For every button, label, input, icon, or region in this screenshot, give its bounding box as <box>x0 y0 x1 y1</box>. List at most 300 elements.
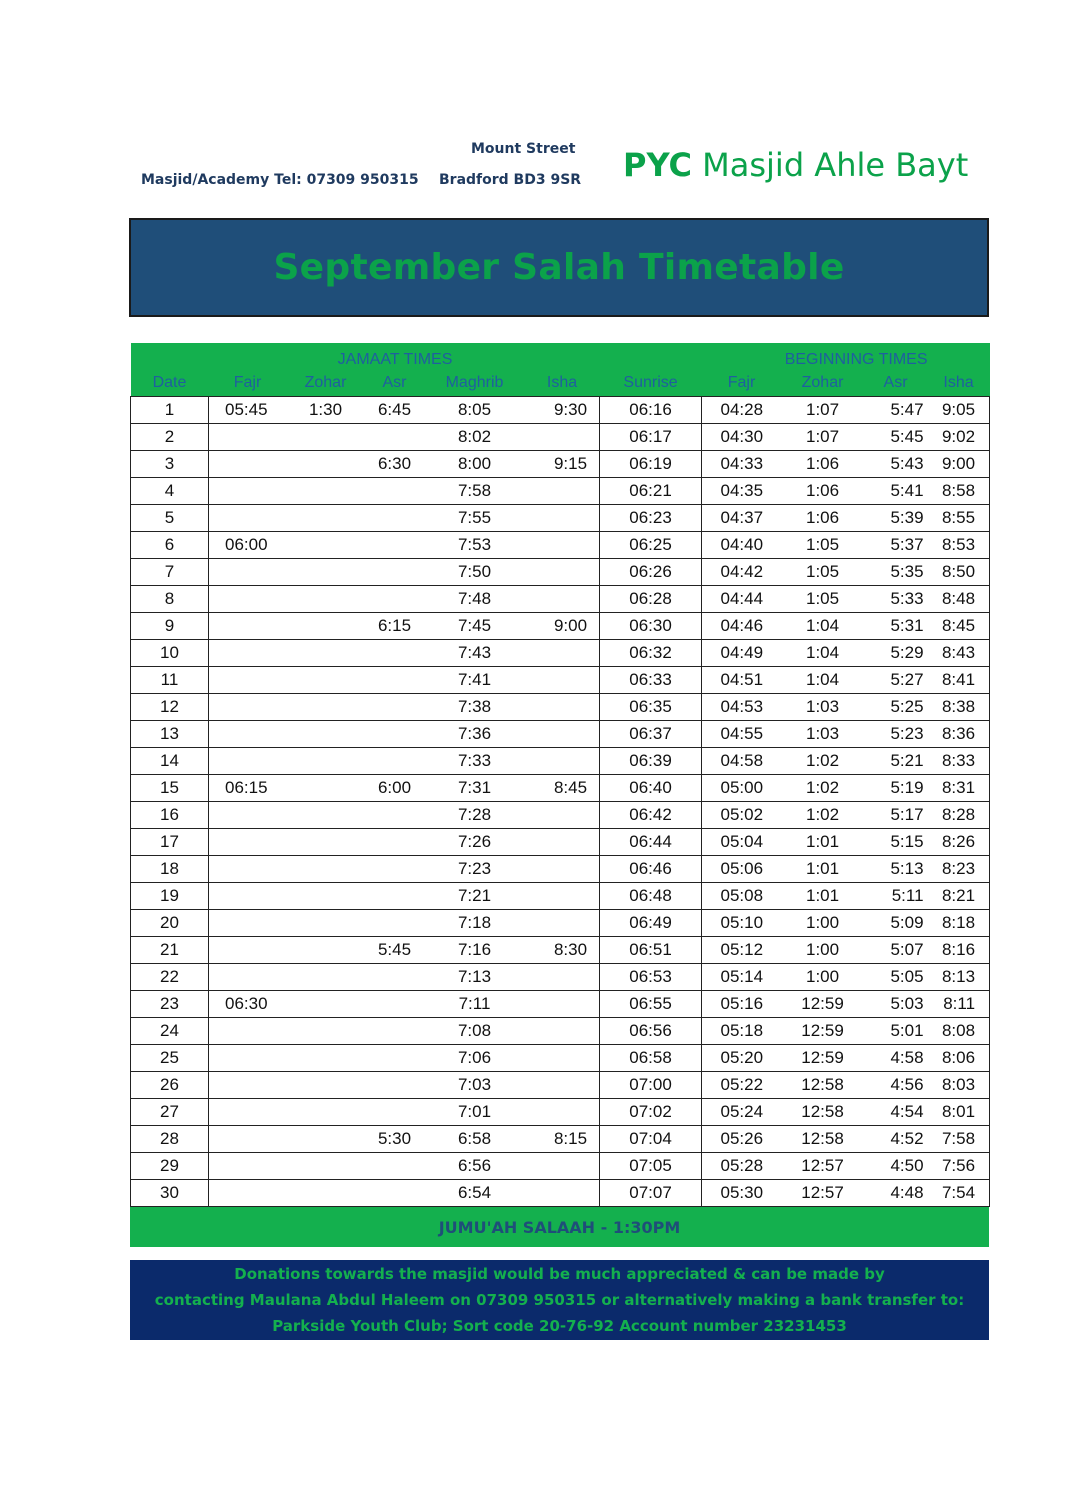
cell-sunrise: 06:53 <box>600 964 702 991</box>
cell-jamaat-isha <box>525 667 600 694</box>
cell-jamaat-isha <box>525 505 600 532</box>
cell-begin-asr: 5:37 <box>864 532 928 559</box>
cell-jamaat-asr <box>365 829 425 856</box>
cell-begin-fajr: 04:42 <box>702 559 782 586</box>
cell-date: 3 <box>131 451 209 478</box>
cell-begin-fajr: 05:18 <box>702 1018 782 1045</box>
cell-jamaat-fajr <box>209 1153 287 1180</box>
cell-date: 13 <box>131 721 209 748</box>
table-row <box>131 775 990 802</box>
cell-sunrise: 06:51 <box>600 937 702 964</box>
cell-jamaat-maghrib: 7:18 <box>425 910 525 937</box>
cell-jamaat-zohar <box>287 559 365 586</box>
cell-jamaat-isha <box>525 829 600 856</box>
cell-begin-asr: 5:03 <box>864 991 928 1018</box>
table-row <box>131 856 990 883</box>
donation-line-1: Donations towards the masjid would be much appreciated & can be made by <box>234 1265 885 1283</box>
cell-jamaat-zohar <box>287 586 365 613</box>
cell-jamaat-asr <box>365 1072 425 1099</box>
cell-jamaat-maghrib: 7:01 <box>425 1099 525 1126</box>
cell-jamaat-maghrib: 8:05 <box>425 397 525 424</box>
cell-begin-zohar: 1:05 <box>782 559 864 586</box>
salah-timetable <box>130 343 990 1207</box>
table-row <box>131 424 990 451</box>
cell-begin-asr: 5:05 <box>864 964 928 991</box>
cell-begin-fajr: 05:10 <box>702 910 782 937</box>
cell-begin-isha: 8:38 <box>928 694 990 721</box>
cell-begin-isha: 8:23 <box>928 856 990 883</box>
cell-jamaat-maghrib: 7:03 <box>425 1072 525 1099</box>
cell-jamaat-zohar <box>287 829 365 856</box>
cell-jamaat-fajr <box>209 1072 287 1099</box>
cell-begin-fajr: 04:49 <box>702 640 782 667</box>
cell-begin-isha: 8:41 <box>928 667 990 694</box>
column-header-jamaat-zohar: Zohar <box>287 369 365 397</box>
cell-begin-isha: 8:18 <box>928 910 990 937</box>
cell-jamaat-asr <box>365 694 425 721</box>
cell-jamaat-isha <box>525 802 600 829</box>
cell-begin-fajr: 05:02 <box>702 802 782 829</box>
cell-date: 24 <box>131 1018 209 1045</box>
cell-begin-fajr: 04:46 <box>702 613 782 640</box>
cell-jamaat-asr <box>365 1045 425 1072</box>
column-header-jamaat-isha: Isha <box>525 369 600 397</box>
cell-begin-isha: 7:56 <box>928 1153 990 1180</box>
cell-jamaat-zohar: 1:30 <box>287 397 365 424</box>
cell-jamaat-zohar <box>287 1180 365 1207</box>
cell-begin-zohar: 1:01 <box>782 829 864 856</box>
cell-begin-fajr: 04:30 <box>702 424 782 451</box>
jumuah-bar <box>130 1207 989 1247</box>
cell-jamaat-zohar <box>287 424 365 451</box>
masjid-name-abbrev: PYC <box>623 146 692 184</box>
cell-sunrise: 06:39 <box>600 748 702 775</box>
column-header-begin-zohar: Zohar <box>782 369 864 397</box>
cell-jamaat-maghrib: 7:11 <box>425 991 525 1018</box>
cell-jamaat-isha <box>525 883 600 910</box>
cell-begin-asr: 5:27 <box>864 667 928 694</box>
cell-jamaat-isha <box>525 748 600 775</box>
masjid-name-rest: Masjid Ahle Bayt <box>691 146 969 184</box>
cell-date: 16 <box>131 802 209 829</box>
cell-jamaat-asr <box>365 1018 425 1045</box>
cell-begin-zohar: 1:07 <box>782 397 864 424</box>
cell-jamaat-maghrib: 6:54 <box>425 1180 525 1207</box>
cell-jamaat-fajr <box>209 505 287 532</box>
cell-jamaat-zohar <box>287 775 365 802</box>
cell-jamaat-asr <box>365 586 425 613</box>
cell-jamaat-zohar <box>287 883 365 910</box>
cell-begin-isha: 8:53 <box>928 532 990 559</box>
cell-jamaat-maghrib: 7:58 <box>425 478 525 505</box>
cell-begin-zohar: 12:57 <box>782 1180 864 1207</box>
cell-begin-fajr: 04:44 <box>702 586 782 613</box>
table-row <box>131 559 990 586</box>
cell-jamaat-maghrib: 7:36 <box>425 721 525 748</box>
cell-jamaat-isha <box>525 856 600 883</box>
cell-date: 14 <box>131 748 209 775</box>
cell-sunrise: 07:07 <box>600 1180 702 1207</box>
cell-begin-fajr: 04:55 <box>702 721 782 748</box>
cell-jamaat-maghrib: 7:16 <box>425 937 525 964</box>
donation-notice <box>130 1260 989 1340</box>
timetable-body <box>131 397 990 1207</box>
cell-jamaat-zohar <box>287 640 365 667</box>
cell-sunrise: 06:56 <box>600 1018 702 1045</box>
cell-sunrise: 07:04 <box>600 1126 702 1153</box>
cell-jamaat-asr <box>365 856 425 883</box>
cell-begin-asr: 5:43 <box>864 451 928 478</box>
cell-sunrise: 06:19 <box>600 451 702 478</box>
cell-begin-zohar: 1:04 <box>782 613 864 640</box>
cell-jamaat-asr <box>365 640 425 667</box>
cell-jamaat-fajr <box>209 802 287 829</box>
cell-begin-fajr: 05:14 <box>702 964 782 991</box>
cell-jamaat-maghrib: 8:00 <box>425 451 525 478</box>
cell-begin-fajr: 05:12 <box>702 937 782 964</box>
cell-begin-zohar: 1:00 <box>782 964 864 991</box>
cell-begin-asr: 5:23 <box>864 721 928 748</box>
cell-begin-asr: 5:15 <box>864 829 928 856</box>
cell-begin-isha: 8:08 <box>928 1018 990 1045</box>
cell-jamaat-asr <box>365 1153 425 1180</box>
masjid-name <box>623 146 968 184</box>
table-row <box>131 748 990 775</box>
cell-jamaat-zohar <box>287 1045 365 1072</box>
cell-begin-asr: 4:52 <box>864 1126 928 1153</box>
cell-begin-zohar: 1:06 <box>782 451 864 478</box>
cell-begin-isha: 7:58 <box>928 1126 990 1153</box>
cell-date: 4 <box>131 478 209 505</box>
cell-jamaat-asr: 6:15 <box>365 613 425 640</box>
cell-sunrise: 06:17 <box>600 424 702 451</box>
table-row <box>131 1099 990 1126</box>
cell-jamaat-isha <box>525 1153 600 1180</box>
cell-sunrise: 06:55 <box>600 991 702 1018</box>
cell-jamaat-zohar <box>287 613 365 640</box>
cell-jamaat-zohar <box>287 991 365 1018</box>
cell-jamaat-fajr <box>209 856 287 883</box>
cell-sunrise: 07:05 <box>600 1153 702 1180</box>
cell-jamaat-isha: 8:30 <box>525 937 600 964</box>
cell-jamaat-maghrib: 7:41 <box>425 667 525 694</box>
cell-date: 20 <box>131 910 209 937</box>
column-header-begin-asr: Asr <box>864 369 928 397</box>
cell-sunrise: 06:44 <box>600 829 702 856</box>
cell-begin-asr: 5:11 <box>864 883 928 910</box>
cell-jamaat-isha: 8:45 <box>525 775 600 802</box>
cell-jamaat-fajr <box>209 937 287 964</box>
cell-begin-asr: 5:33 <box>864 586 928 613</box>
cell-date: 15 <box>131 775 209 802</box>
cell-sunrise: 07:00 <box>600 1072 702 1099</box>
cell-jamaat-asr: 5:30 <box>365 1126 425 1153</box>
table-row <box>131 1126 990 1153</box>
cell-jamaat-maghrib: 7:55 <box>425 505 525 532</box>
table-row <box>131 667 990 694</box>
table-row <box>131 451 990 478</box>
cell-begin-fajr: 05:04 <box>702 829 782 856</box>
cell-begin-fajr: 05:22 <box>702 1072 782 1099</box>
cell-sunrise: 06:35 <box>600 694 702 721</box>
cell-begin-asr: 4:50 <box>864 1153 928 1180</box>
column-header-row <box>131 369 990 397</box>
cell-jamaat-isha: 9:00 <box>525 613 600 640</box>
column-header-date: Date <box>131 369 209 397</box>
cell-date: 27 <box>131 1099 209 1126</box>
cell-begin-zohar: 1:06 <box>782 505 864 532</box>
cell-jamaat-maghrib: 7:38 <box>425 694 525 721</box>
cell-begin-asr: 5:41 <box>864 478 928 505</box>
cell-jamaat-asr <box>365 964 425 991</box>
cell-begin-zohar: 1:03 <box>782 721 864 748</box>
cell-begin-asr: 5:25 <box>864 694 928 721</box>
cell-date: 30 <box>131 1180 209 1207</box>
cell-begin-zohar: 1:04 <box>782 640 864 667</box>
cell-begin-isha: 8:03 <box>928 1072 990 1099</box>
donation-line-3: Parkside Youth Club; Sort code 20-76-92 Account number 23231453 <box>272 1317 847 1335</box>
cell-date: 17 <box>131 829 209 856</box>
cell-begin-asr: 4:54 <box>864 1099 928 1126</box>
table-row <box>131 937 990 964</box>
cell-date: 26 <box>131 1072 209 1099</box>
cell-begin-asr: 5:19 <box>864 775 928 802</box>
cell-jamaat-isha <box>525 559 600 586</box>
table-row <box>131 721 990 748</box>
cell-jamaat-isha <box>525 478 600 505</box>
column-header-jamaat-maghrib: Maghrib <box>425 369 525 397</box>
cell-jamaat-asr <box>365 910 425 937</box>
cell-begin-fajr: 04:28 <box>702 397 782 424</box>
cell-jamaat-isha <box>525 640 600 667</box>
cell-sunrise: 06:46 <box>600 856 702 883</box>
cell-sunrise: 06:48 <box>600 883 702 910</box>
cell-jamaat-fajr <box>209 613 287 640</box>
cell-jamaat-maghrib: 7:08 <box>425 1018 525 1045</box>
cell-begin-zohar: 12:57 <box>782 1153 864 1180</box>
cell-jamaat-asr <box>365 802 425 829</box>
cell-jamaat-zohar <box>287 802 365 829</box>
cell-begin-fajr: 04:35 <box>702 478 782 505</box>
cell-begin-zohar: 1:00 <box>782 910 864 937</box>
cell-jamaat-asr <box>365 478 425 505</box>
cell-jamaat-fajr: 06:15 <box>209 775 287 802</box>
cell-sunrise: 06:25 <box>600 532 702 559</box>
cell-begin-zohar: 1:02 <box>782 775 864 802</box>
cell-begin-asr: 5:13 <box>864 856 928 883</box>
column-header-sunrise: Sunrise <box>600 369 702 397</box>
group-header-row <box>131 343 990 369</box>
cell-jamaat-fajr: 06:00 <box>209 532 287 559</box>
title-banner <box>129 218 989 317</box>
cell-date: 10 <box>131 640 209 667</box>
table-row <box>131 883 990 910</box>
table-row <box>131 802 990 829</box>
cell-date: 28 <box>131 1126 209 1153</box>
table-row <box>131 964 990 991</box>
cell-begin-fajr: 05:24 <box>702 1099 782 1126</box>
cell-jamaat-isha <box>525 424 600 451</box>
cell-jamaat-isha <box>525 532 600 559</box>
cell-jamaat-zohar <box>287 532 365 559</box>
cell-date: 21 <box>131 937 209 964</box>
table-row <box>131 1180 990 1207</box>
cell-begin-asr: 5:09 <box>864 910 928 937</box>
cell-begin-isha: 8:13 <box>928 964 990 991</box>
cell-begin-zohar: 1:01 <box>782 856 864 883</box>
cell-begin-fajr: 04:40 <box>702 532 782 559</box>
cell-jamaat-maghrib: 7:21 <box>425 883 525 910</box>
cell-begin-isha: 8:58 <box>928 478 990 505</box>
cell-begin-zohar: 12:59 <box>782 991 864 1018</box>
cell-sunrise: 06:23 <box>600 505 702 532</box>
cell-date: 2 <box>131 424 209 451</box>
cell-date: 6 <box>131 532 209 559</box>
column-header-begin-fajr: Fajr <box>702 369 782 397</box>
cell-jamaat-fajr <box>209 640 287 667</box>
cell-begin-zohar: 1:00 <box>782 937 864 964</box>
cell-jamaat-maghrib: 7:31 <box>425 775 525 802</box>
table-row <box>131 694 990 721</box>
cell-begin-zohar: 12:58 <box>782 1072 864 1099</box>
cell-sunrise: 06:21 <box>600 478 702 505</box>
cell-jamaat-maghrib: 7:13 <box>425 964 525 991</box>
cell-begin-zohar: 1:07 <box>782 424 864 451</box>
cell-jamaat-zohar <box>287 1072 365 1099</box>
cell-date: 11 <box>131 667 209 694</box>
cell-jamaat-asr <box>365 883 425 910</box>
cell-jamaat-isha: 8:15 <box>525 1126 600 1153</box>
cell-jamaat-asr: 6:30 <box>365 451 425 478</box>
cell-begin-isha: 8:01 <box>928 1099 990 1126</box>
cell-jamaat-maghrib: 7:23 <box>425 856 525 883</box>
cell-sunrise: 06:33 <box>600 667 702 694</box>
cell-date: 1 <box>131 397 209 424</box>
cell-jamaat-zohar <box>287 937 365 964</box>
cell-begin-isha: 8:33 <box>928 748 990 775</box>
cell-jamaat-zohar <box>287 1099 365 1126</box>
table-row <box>131 397 990 424</box>
jumuah-text: JUMU'AH SALAAH - 1:30PM <box>438 1217 681 1237</box>
cell-jamaat-maghrib: 7:28 <box>425 802 525 829</box>
cell-jamaat-asr <box>365 667 425 694</box>
cell-begin-asr: 5:39 <box>864 505 928 532</box>
cell-jamaat-fajr: 05:45 <box>209 397 287 424</box>
cell-begin-fajr: 04:53 <box>702 694 782 721</box>
table-row <box>131 829 990 856</box>
cell-jamaat-zohar <box>287 910 365 937</box>
cell-jamaat-maghrib: 6:58 <box>425 1126 525 1153</box>
cell-begin-zohar: 1:06 <box>782 478 864 505</box>
cell-begin-isha: 8:43 <box>928 640 990 667</box>
cell-begin-zohar: 12:58 <box>782 1099 864 1126</box>
cell-jamaat-zohar <box>287 856 365 883</box>
cell-jamaat-fajr <box>209 694 287 721</box>
cell-begin-asr: 5:47 <box>864 397 928 424</box>
cell-begin-isha: 8:55 <box>928 505 990 532</box>
cell-sunrise: 06:49 <box>600 910 702 937</box>
cell-begin-isha: 8:06 <box>928 1045 990 1072</box>
column-header-begin-isha: Isha <box>928 369 990 397</box>
cell-jamaat-zohar <box>287 667 365 694</box>
cell-sunrise: 06:32 <box>600 640 702 667</box>
group-beginning-times: BEGINNING TIMES <box>600 343 990 369</box>
cell-begin-isha: 8:11 <box>928 991 990 1018</box>
cell-jamaat-fajr <box>209 478 287 505</box>
cell-begin-zohar: 12:58 <box>782 1126 864 1153</box>
cell-jamaat-isha <box>525 1045 600 1072</box>
cell-begin-asr: 5:35 <box>864 559 928 586</box>
table-row <box>131 613 990 640</box>
cell-jamaat-isha: 9:15 <box>525 451 600 478</box>
cell-jamaat-isha <box>525 1180 600 1207</box>
cell-jamaat-maghrib: 7:43 <box>425 640 525 667</box>
column-header-jamaat-fajr: Fajr <box>209 369 287 397</box>
cell-begin-isha: 9:02 <box>928 424 990 451</box>
cell-jamaat-asr <box>365 721 425 748</box>
cell-begin-asr: 4:58 <box>864 1045 928 1072</box>
cell-date: 18 <box>131 856 209 883</box>
cell-jamaat-asr: 5:45 <box>365 937 425 964</box>
cell-jamaat-fajr <box>209 424 287 451</box>
cell-begin-isha: 8:21 <box>928 883 990 910</box>
cell-jamaat-zohar <box>287 748 365 775</box>
cell-begin-isha: 8:31 <box>928 775 990 802</box>
cell-begin-isha: 9:00 <box>928 451 990 478</box>
cell-begin-asr: 4:48 <box>864 1180 928 1207</box>
cell-begin-asr: 5:31 <box>864 613 928 640</box>
cell-jamaat-asr <box>365 1180 425 1207</box>
cell-date: 12 <box>131 694 209 721</box>
table-row <box>131 1018 990 1045</box>
cell-begin-zohar: 1:03 <box>782 694 864 721</box>
cell-jamaat-maghrib: 7:50 <box>425 559 525 586</box>
cell-jamaat-zohar <box>287 1153 365 1180</box>
cell-begin-fajr: 04:33 <box>702 451 782 478</box>
cell-date: 5 <box>131 505 209 532</box>
cell-begin-asr: 5:29 <box>864 640 928 667</box>
table-row <box>131 532 990 559</box>
cell-jamaat-isha <box>525 991 600 1018</box>
cell-jamaat-asr: 6:45 <box>365 397 425 424</box>
cell-jamaat-asr <box>365 748 425 775</box>
cell-jamaat-maghrib: 6:56 <box>425 1153 525 1180</box>
table-row <box>131 478 990 505</box>
cell-begin-isha: 8:26 <box>928 829 990 856</box>
cell-date: 8 <box>131 586 209 613</box>
cell-jamaat-asr <box>365 505 425 532</box>
cell-jamaat-zohar <box>287 451 365 478</box>
cell-jamaat-maghrib: 7:45 <box>425 613 525 640</box>
cell-jamaat-fajr <box>209 829 287 856</box>
cell-begin-fajr: 05:20 <box>702 1045 782 1072</box>
cell-begin-zohar: 1:04 <box>782 667 864 694</box>
cell-jamaat-maghrib: 7:53 <box>425 532 525 559</box>
cell-jamaat-fajr <box>209 559 287 586</box>
cell-jamaat-isha <box>525 1018 600 1045</box>
cell-jamaat-maghrib: 7:26 <box>425 829 525 856</box>
cell-begin-isha: 8:48 <box>928 586 990 613</box>
cell-jamaat-fajr <box>209 1126 287 1153</box>
cell-jamaat-asr <box>365 532 425 559</box>
cell-jamaat-zohar <box>287 964 365 991</box>
cell-begin-asr: 5:01 <box>864 1018 928 1045</box>
cell-sunrise: 06:26 <box>600 559 702 586</box>
cell-begin-zohar: 12:59 <box>782 1045 864 1072</box>
cell-jamaat-zohar <box>287 505 365 532</box>
cell-begin-fajr: 05:08 <box>702 883 782 910</box>
cell-begin-fajr: 04:37 <box>702 505 782 532</box>
